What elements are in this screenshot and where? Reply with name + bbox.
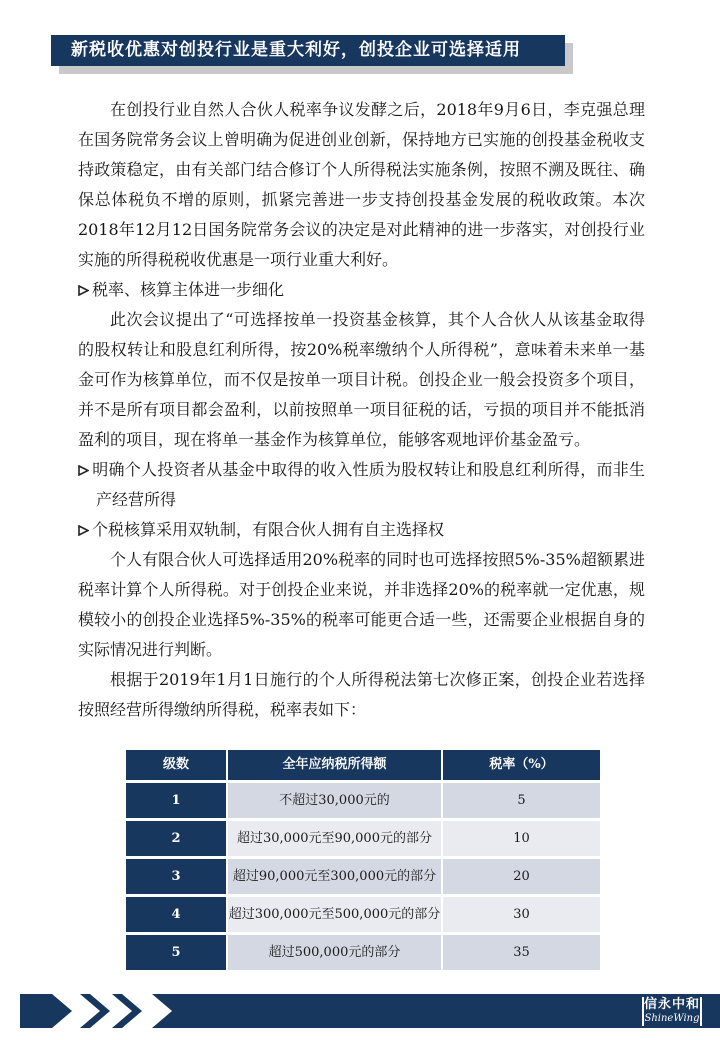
- cell-level: 2: [126, 821, 226, 856]
- table-row: [126, 821, 600, 856]
- cell-level: 5: [126, 935, 226, 970]
- cell-income: 超过30,000元至90,000元的部分: [228, 821, 441, 856]
- column-header-income: 全年应纳税所得额: [228, 750, 441, 780]
- column-header-rate: 税率（%）: [443, 750, 600, 780]
- table-header-row: [126, 750, 600, 780]
- page-title: 新税收优惠对创投行业是重大利好，创投企业可选择适用: [51, 35, 565, 66]
- cell-rate: 20: [443, 859, 600, 894]
- cell-rate: 5: [443, 783, 600, 818]
- table-row: [126, 783, 600, 818]
- shinewing-logo: [642, 997, 702, 1026]
- column-header-level: 级数: [126, 750, 226, 780]
- cell-income: 不超过30,000元的: [228, 783, 441, 818]
- bullet-item: [78, 515, 645, 545]
- cell-rate: 35: [443, 935, 600, 970]
- bullet-text: 个税核算采用双轨制，有限合伙人拥有自主选择权: [92, 520, 445, 539]
- arrow-bullet-icon: [78, 275, 92, 305]
- footer-chevrons-icon: [0, 994, 720, 1028]
- cell-level: 3: [126, 859, 226, 894]
- footer-bar: [0, 994, 720, 1028]
- bullet-item: [78, 275, 645, 305]
- paragraph: 根据于2019年1月1日施行的个人所得税法第七次修正案，创投企业若选择按照经营所得缴纳所得税，税率表如下：: [78, 670, 645, 719]
- cell-level: 1: [126, 783, 226, 818]
- table-row: [126, 935, 600, 970]
- logo-english-text: ShineWing: [644, 1013, 700, 1024]
- cell-level: 4: [126, 897, 226, 932]
- body-content: [78, 95, 645, 973]
- arrow-bullet-icon: [78, 515, 92, 545]
- cell-rate: 10: [443, 821, 600, 856]
- table-row: [126, 897, 600, 932]
- cell-rate: 30: [443, 897, 600, 932]
- bullet-item: [78, 455, 645, 515]
- cell-income: 超过500,000元的部分: [228, 935, 441, 970]
- bullet-text: 明确个人投资者从基金中取得的收入性质为股权转让和股息红利所得，而非生产经营所得: [92, 460, 645, 509]
- cell-income: 超过90,000元至300,000元的部分: [228, 859, 441, 894]
- paragraph: 个人有限合伙人可选择适用20%税率的同时也可选择按照5%-35%超额累进税率计算个人所得税。对于创投企业来说，并非选择20%的税率就一定优惠，规模较小的创投企业选择5%-35%的税率可能更合适一些，还需要企业根据自身的实际情况进行判断。: [78, 550, 645, 659]
- paragraph: 在创投行业自然人合伙人税率争议发酵之后，2018年9月6日，李克强总理在国务院常务会议上曾明确为促进创业创新，保持地方已实施的创投基金税收支持政策稳定，由有关部门结合修订个人所得税法实施条例，按照不溯及既往、确保总体税负不增的原则，抓紧完善进一步支持创投基金发展的税收政策。本次2018年12月12日国务院常务会议的决定是对此精神的进一步落实，对创投行业实施的所得税税收优惠是一项行业重大利好。: [78, 100, 645, 269]
- paragraph: 此次会议提出了“可选择按单一投资基金核算，其个人合伙人从该基金取得的股权转让和股息红利所得，按20%税率缴纳个人所得税”，意味着未来单一基金可作为核算单位，而不仅是按单一项目计税。创投企业一般会投资多个项目，并不是所有项目都会盈利，以前按照单一项目征税的话，亏损的项目并不能抵消盈利的项目，现在将单一基金作为核算单位，能够客观地评价基金盈亏。: [78, 310, 645, 449]
- tax-rate-table: [124, 747, 602, 973]
- bullet-text: 税率、核算主体进一步细化: [92, 280, 285, 299]
- logo-chinese-text: 信永中和: [644, 997, 701, 1012]
- cell-income: 超过300,000元至500,000元的部分: [228, 897, 441, 932]
- arrow-bullet-icon: [78, 455, 92, 485]
- table-row: [126, 859, 600, 894]
